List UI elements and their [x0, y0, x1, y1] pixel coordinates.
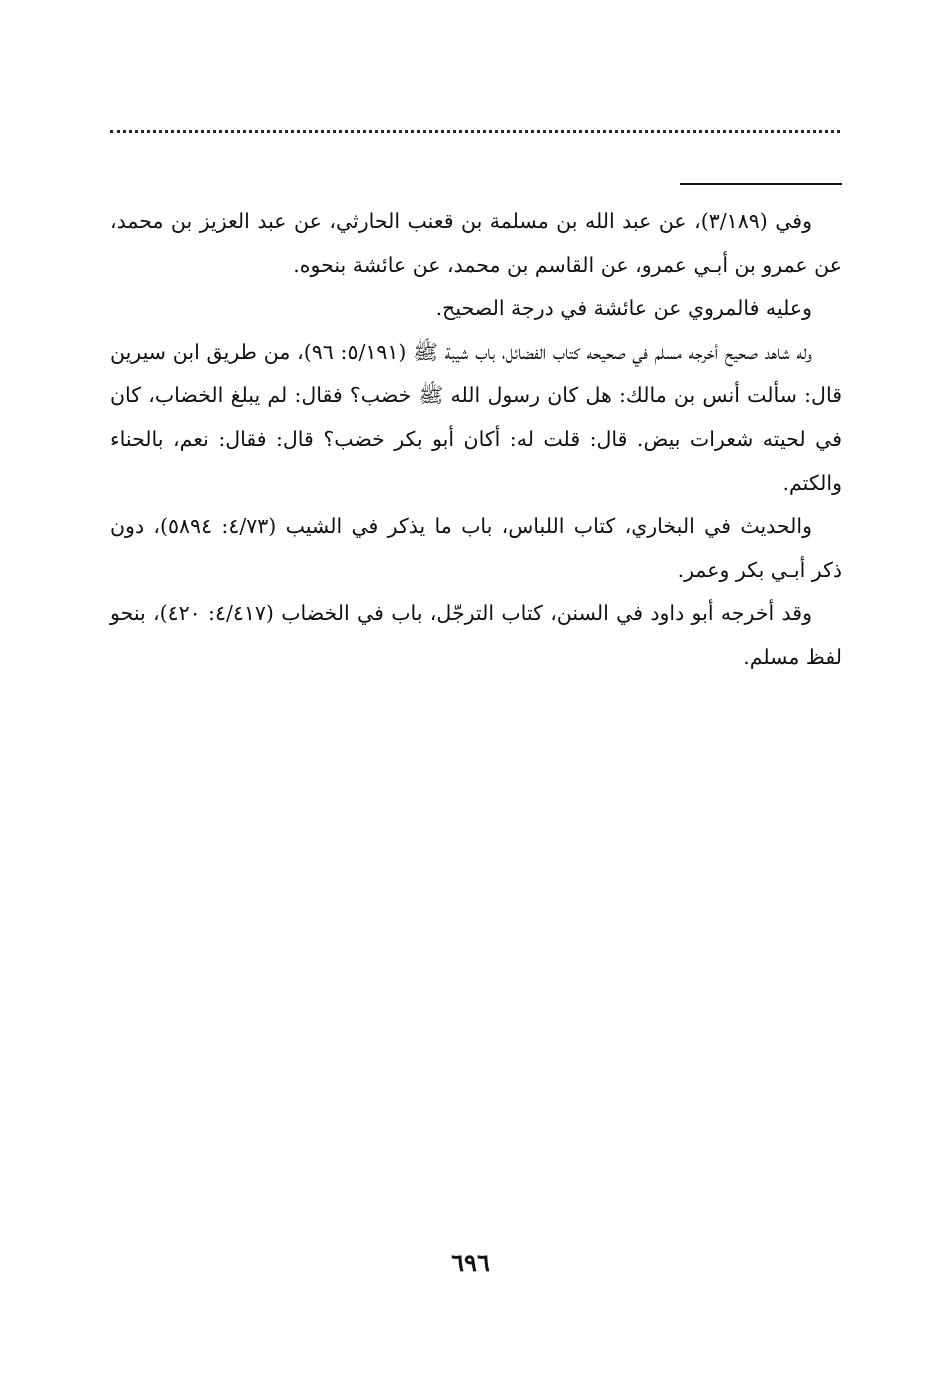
footnote-paragraph: وله شاهد صحيح أخرجه مسلم في صحيحه كتاب الفضائل، باب شيبة ﷺ (٥/١٩١: ٩٦)، من طريق ابن سيرين قال: سألت أنس بن مالك: هل كان رسول الله ﷺ خضب؟ فقال: لم يبلغ الخضاب، كان في لحيته شعرات بيض. قال: قلت له: أكان أبو بكر خضب؟ قال: فقال: نعم، بالحناء والكتم. — [110, 339, 842, 495]
footnotes-block — [110, 200, 842, 680]
footnote-paragraph: وفي (٣/١٨٩)، عن عبد الله بن مسلمة بن قعنب الحارثي، عن عبد العزيز بن محمد، عن عمرو بن أبـي عمرو، عن القاسم بن محمد، عن عائشة بنحوه. — [110, 209, 842, 277]
dotted-separator — [110, 130, 840, 133]
footnote-separator-rule — [680, 183, 842, 185]
footnote-paragraph: وقد أخرجه أبو داود في السنن، كتاب الترجّل، باب في الخضاب (٤/٤١٧: ٤٢٠)، بنحو لفظ مسلم. — [110, 601, 842, 669]
footnote-paragraph: وعليه فالمروي عن عائشة في درجة الصحيح. — [435, 296, 812, 321]
page-number: ٦٩٦ — [451, 1248, 490, 1277]
footnote-paragraph: والحديث في البخاري، كتاب اللباس، باب ما يذكر في الشيب (٤/٧٣: ٥٨٩٤)، دون ذكر أبـي بكر وعمر. — [110, 514, 842, 582]
